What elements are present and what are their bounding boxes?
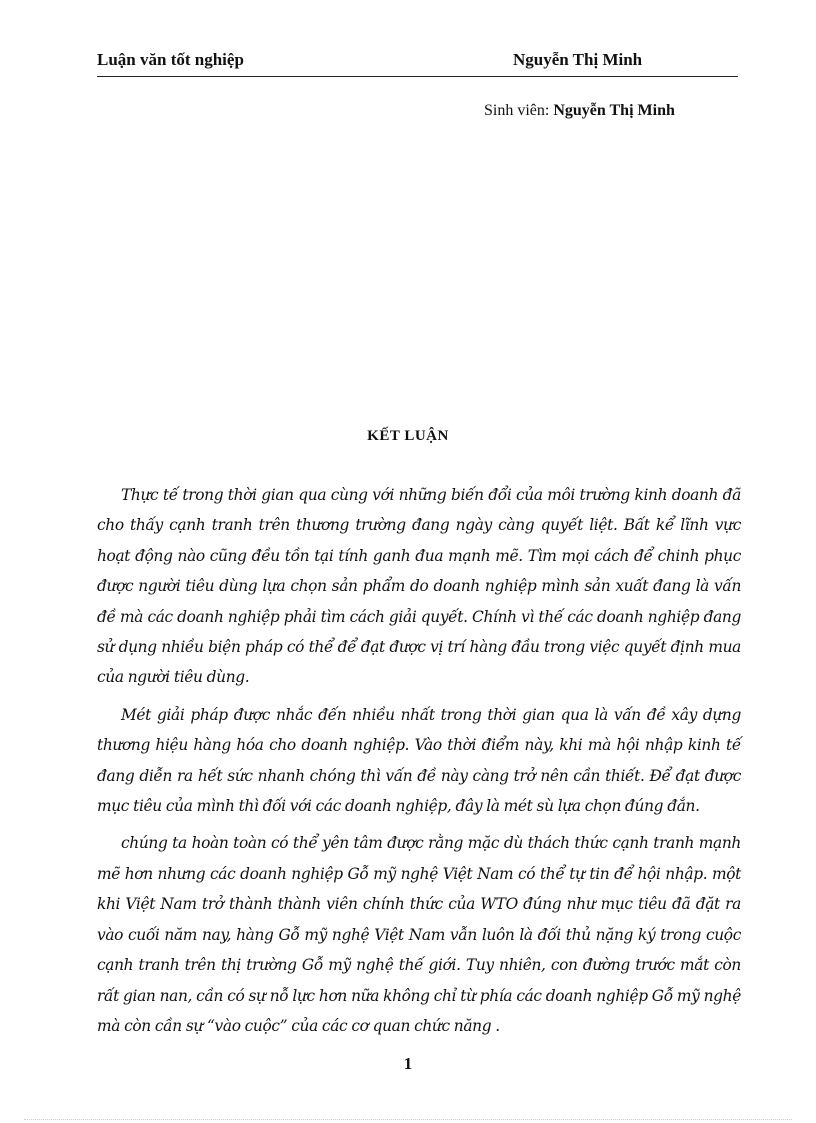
student-name: Nguyễn Thị Minh (553, 102, 675, 119)
body-text (97, 480, 741, 1048)
page-number: 1 (403, 1054, 413, 1073)
header-author-name: Nguyễn Thị Minh (513, 50, 643, 69)
paragraph: Thực tế trong thời gian qua cùng với những biến đổi của môi trường kinh doanh đã cho thấy cạnh tranh trên thương trường đang ngày càng quyết liệt. Bất kể lĩnh vực hoạt động nào cũng đều tồn tại tính ganh đua mạnh mẽ. Tìm mọi cách để chinh phục được người tiêu dùng lựa chọn sản phẩm do doanh nghiệp mình sản xuất đang là vấn đề mà các doanh nghiệp phải tìm cách giải quyết. Chính vì thế các doanh nghiệp đang sử dụng nhiều biện pháp có thể để đạt được vị trí hàng đầu trong việc quyết định mua của người tiêu dùng. (97, 486, 741, 687)
paragraph: Mét giải pháp được nhắc đến nhiều nhất trong thời gian qua là vấn đề xây dựng thương hiệu hàng hóa cho doanh nghiệp. Vào thời điểm này, khi mà hội nhập kinh tế đang diễn ra hết sức nhanh chóng thì vấn đề này càng trở nên cần thiết. Để đạt được mục tiêu của mình thì đối với các doanh nghiệp, đây là mét sù lựa chọn đúng đắn. (97, 705, 741, 816)
page-header (97, 48, 738, 77)
student-line (484, 102, 675, 120)
section-title: KẾT LUẬN (367, 428, 449, 444)
student-label: Sinh viên: (484, 102, 550, 119)
paragraph: chúng ta hoàn toàn có thể yên tâm được rằng mặc dù thách thức cạnh tranh mạnh mẽ hơn nhưng các doanh nghiệp Gỗ mỹ nghệ Việt Nam có thể tự tin để hội nhập. một khi Việt Nam trở thành thành viên chính thức của WTO đúng như mục tiêu đã đặt ra vào cuối năm nay, hàng Gỗ mỹ nghệ Việt Nam vẫn luôn là đối thủ nặng ký trong cuộc cạnh tranh trên thị trường Gỗ mỹ nghệ thế giới. Tuy nhiên, con đường trước mắt còn rất gian nan, cần có sự nỗ lực hơn nữa không chỉ từ phía các doanh nghiệp Gỗ mỹ nghệ mà còn cần sự “vào cuộc” của các cơ quan chức năng . (97, 834, 741, 1035)
page-bottom-edge (24, 1119, 792, 1120)
header-thesis-title: Luận văn tốt nghiệp (97, 50, 244, 69)
